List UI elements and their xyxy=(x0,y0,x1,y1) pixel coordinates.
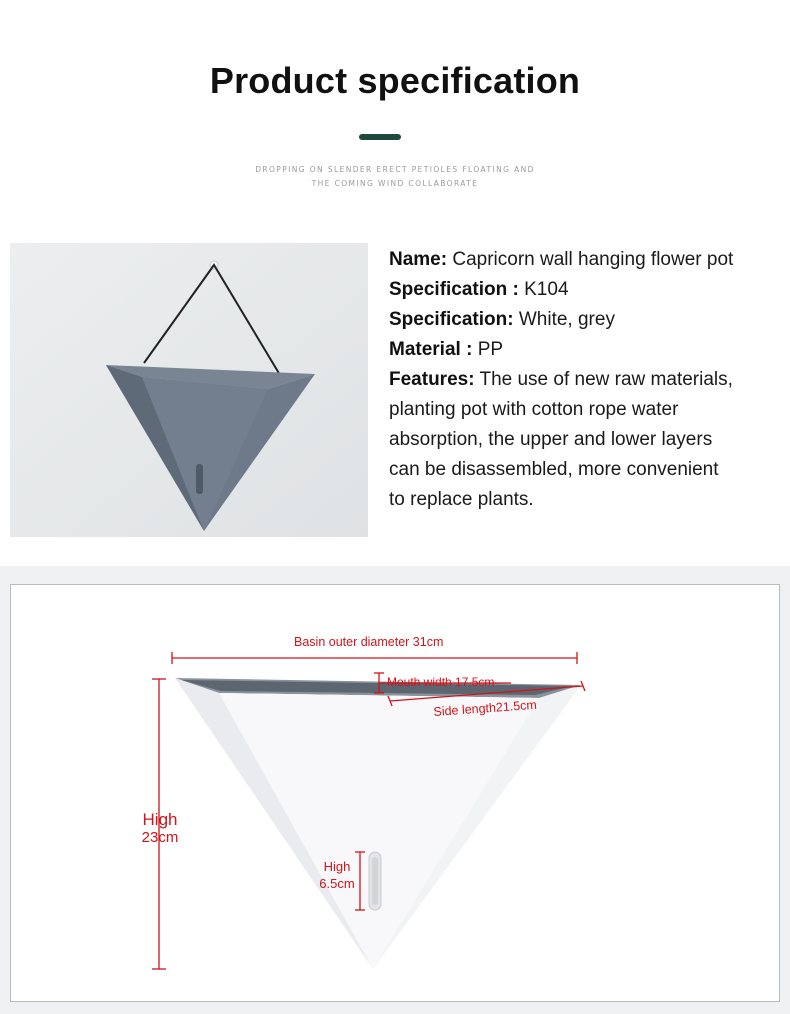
basin-diameter-label: Basin outer diameter 31cm xyxy=(294,635,444,649)
spec-colors xyxy=(389,305,769,335)
spec-value: White, grey xyxy=(513,309,615,330)
subtitle xyxy=(0,163,790,191)
spec-list xyxy=(389,245,769,515)
spec-features xyxy=(389,365,769,395)
dimension-diagram xyxy=(10,584,780,1002)
slot-height-label xyxy=(311,858,363,892)
page-title: Product specification xyxy=(209,60,581,101)
spec-key: Features: xyxy=(389,369,475,390)
height-label xyxy=(129,811,191,847)
spec-model xyxy=(389,275,769,305)
height-label-title: High xyxy=(142,810,178,829)
spec-material xyxy=(389,335,769,365)
spec-value: PP xyxy=(472,339,504,360)
pot-slot xyxy=(196,464,203,494)
features-line: to replace plants. xyxy=(389,489,534,510)
slot-height-title: High xyxy=(323,859,351,874)
mouth-width-label: Mouth width 17.5cm xyxy=(387,675,495,689)
slot-height-value: 6.5cm xyxy=(319,876,355,891)
side-length-label: Side length21.5cm xyxy=(433,697,538,719)
spec-key: Specification : xyxy=(389,279,519,300)
white-pot-front-face xyxy=(219,693,539,969)
spec-value: K104 xyxy=(518,279,569,300)
spec-key: Name: xyxy=(389,249,448,270)
spec-key: Material : xyxy=(389,339,473,360)
white-pot-slot-inner xyxy=(372,857,378,905)
subtitle-line-2: THE COMING WIND COLLABORATE xyxy=(311,179,479,188)
grey-pot-illustration xyxy=(10,243,368,537)
features-line: can be disassembled, more convenient xyxy=(389,459,719,480)
spec-value: The use of new raw materials, xyxy=(474,369,733,390)
title-divider xyxy=(359,134,401,140)
product-photo xyxy=(10,243,368,537)
spec-name xyxy=(389,245,769,275)
spec-key: Specification: xyxy=(389,309,514,330)
features-line: absorption, the upper and lower layers xyxy=(389,429,713,450)
features-line: planting pot with cotton rope water xyxy=(389,399,679,420)
height-label-value: 23cm xyxy=(141,829,179,846)
spec-value: Capricorn wall hanging flower pot xyxy=(447,249,734,270)
subtitle-line-1: DROPPING ON SLENDER ERECT PETIOLES FLOATING AND xyxy=(255,165,535,174)
